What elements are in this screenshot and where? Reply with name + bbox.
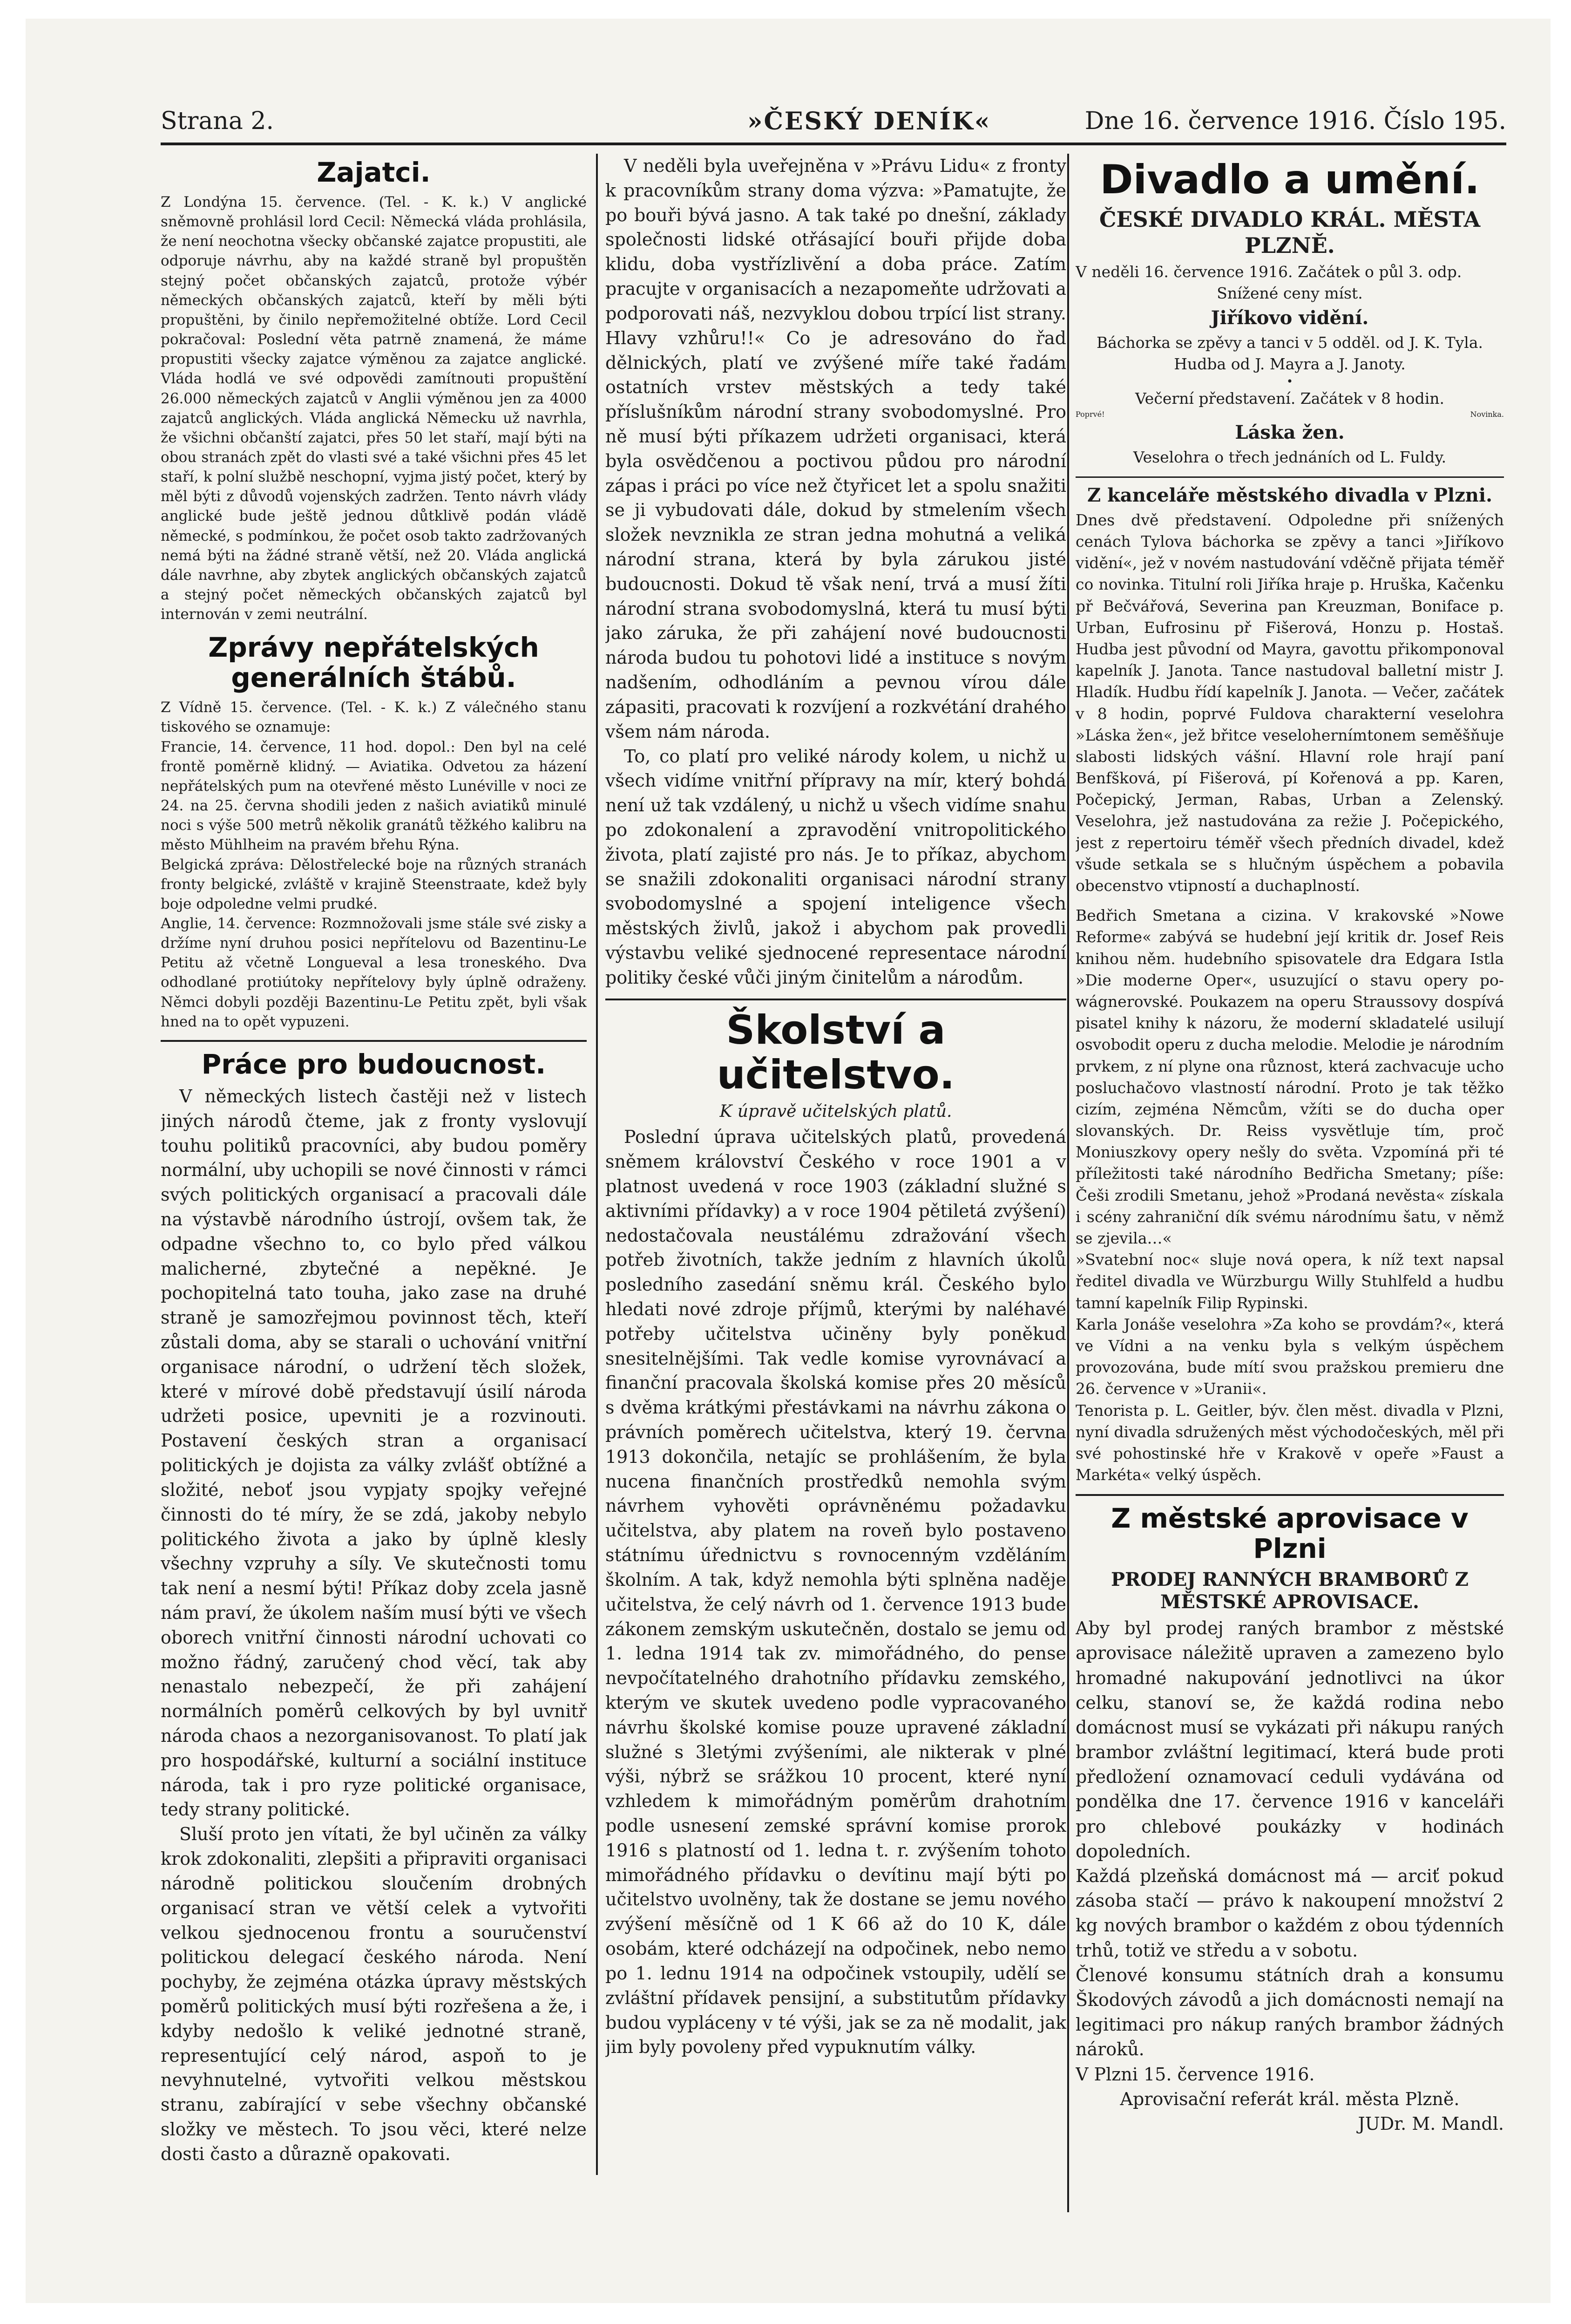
- article-notes: [1076, 905, 1504, 1486]
- date-issue: Dne 16. července 1916. Číslo 195.: [1084, 107, 1506, 135]
- article-title: Zajatci.: [317, 156, 431, 188]
- article-skolstvi: [605, 1008, 1066, 2060]
- column-rule: [596, 154, 598, 2175]
- article-body: Dnes dvě představení. Odpoledne při snížených cenách Tylova báchorka se zpěvy a tanci »Jiříkovo vidění«, jež v novém nastudování vděčně přijata téměř co novinka. Titulní roli Jiříka hraje p. Hruška, Kačenku př Bečvářová, Severina pan Kreuzman, Boniface p. Urban, Eufrosinu př Fišerová, Honzu p. Hostaš. Hudba jest původní od Mayra, gavottu přikomponoval kapelník J. Janota. Tance nastudoval balletní mistr J. Hladík. Hudbu řídí kapelník J. Janota. — Večer, začátek v 8 hodin, poprvé Fuldova charakterní veselohra »Láska žen«, jež břitce veselohernímtonem seměšňuje slabosti lidských vášní. Hlavní role hrají paní Benfšková, pí Fišerová, pí Kořenová a pp. Karen, Počepický, Jerman, Rabas, Urban a Zelenský. Veselohra, jež nastudována za režie J. Počepického, jest z repertoiru téměř všech předních divadel, kdež všude setkala se s hlučným úspěchem a pobavila obecenstvo vtipností a duchaplností.: [1076, 510, 1504, 895]
- page-number: Strana 2.: [161, 107, 274, 135]
- article-intro: Z Vídně 15. července. (Tel. - K. k.) Z válečného stanu tiskového se oznamuje:: [161, 699, 587, 736]
- article-subtitle: PRODEJ RANNÝCH BRAMBORŮ Z MĚSTSKÉ APROVISACE.: [1111, 1569, 1469, 1613]
- report-england: Anglie, 14. července: Rozmnožovali jsme stále své zisky a držíme nyní druhou posici nepřítelovu od Bazentinu-Le Petitu až včetně Longueval a lesa troneského. Dva odhodlané protiútoky nepřítelovy byly úplně odraženy. Němci dobyli později Bazentinu-Le Petitu zpět, byli však hned na to opět vypuzeni.: [161, 915, 587, 1030]
- program-line: Večerní představení. Začátek v 8 hodin.: [1135, 389, 1444, 408]
- note-geitler: Tenorista p. L. Geitler, býv. člen měst. divadla v Plzni, nyní divadla sdružených měst východočeských, měl při své pohostinské hře v Krakově v opeře »Faust a Markéta« velký úspěch.: [1076, 1401, 1504, 1484]
- article-body: Z Londýna 15. července. (Tel. - K. k.) V anglické sněmovně prohlásil lord Cecil: Německá vláda prohlásila, že není neochotna všecky občanské zajatce propustiti, ale odporuje návrhu, aby na každé straně byl propuštěn stejný počet občanských zajatců, protože výbér německých občanských zajatců, kteří by měli býti propuštěni, by činilo nepřemožitelné obtíže. Lord Cecil pokračoval: Poslední věta patrně znamená, že máme propustiti všecky zajatce výměnou za zajatce anglické. Vláda hodlá ve své odpovědi zamítnouti propuštění 26.000 německých zajatců v Anglii výměnou jen za 4000 zajatců anglických. Vláda anglická Německu už navrhla, že všichni občanští zajatci, přes 50 let staří, mají býti na obou stranách zpět do vlasti své a také všichni přes 45 let staří, k polní službě neschopní, vyjma jistý počet, který by měl býti z důvodů vojenských zadržen. Tento návrh vlády anglické bude ještě jednou důtklivě podán vládě německé, s podmínkou, že počet osob takto zadržovaných nemá býti na žádné straně větší, než 20. Vláda anglická dále navrhne, aby zbytek anglických občanských zajatců a stejný počet německých občanských zajatců byl internován v zemi neutrální.: [161, 193, 587, 623]
- page-header: [161, 107, 1506, 145]
- column-rule: [1067, 154, 1069, 2212]
- article-paragraph: Poslední úprava učitelských platů, provedená sněmem království Českého v roce 1901 a v platnost uvedená v roce 1903 (základní služné s aktivními přídavky) a v roce 1904 pětiletá zvýšení) nedostačovala neustálému zdražování všech potřeb životních, takže jedním z hlavních úkolů posledního zasedání sněmu král. Českého bylo hledati nové zdroje příjmů, kterými by naléhavé potřeby učitelstva učiněny byly poněkud snesitelnějšími. Tak vedle komise vyrovnávací a finanční pracovala školská komise přes 20 měsíců s dvěma krátkými přestávkami na návrhu zákona o právních poměrech učitelstva, který 19. června 1913 dokončila, netajíc se prohlášením, že byla nucena finančních prostředků nemohla svým návrhem vyhověti oprávněnému požadavku učitelstva, aby platem na roveň bylo postaveno státnímu úřednictvu s rovnocenným vzděláním školním. A tak, když nemohla býti splněna naděje učitelstva, že celý návrh od 1. července 1913 bude zákonem zemským uskutečněn, dostalo se jemu od 1. ledna 1914 tak zv. mimořádného, do pense nevpočítatelného drahotního přídavku zemského, kterým ve skutek uvedeno podle vypracovaného návrhu školské komise pouze upravené základní služné s 3letými zvýšeními, ale nikterak v plné výši, nýbrž se srážkou 10 procent, které nyní vzhledem k mimořádným poměrům drahotním podle usnesení zemské správní komise prorok 1916 s platností od 1. ledna t. r. zvýšením tohoto mimořádného přídavku o devítinu mají býti po učitelstvo uvolněny, tak že dostane se jemu nového zvýšení měsíčně od 1 K 66 až do 10 K, dále osobám, které odcházejí na odpočinek, nebo nemo po 1. lednu 1914 na odpočinek vstoupily, udělí se zvláštní přídavek pensijní, a substitutům přídavky budou vypláceny v té výši, jak se za ně modalit, jak jim byly povoleny před vypuknutím války.: [605, 1127, 1066, 2058]
- section-divider: [161, 1040, 587, 1042]
- header-rule: [161, 143, 1506, 145]
- program-row: [1076, 410, 1504, 419]
- section-title: Z městské aprovisace v Plzni: [1111, 1502, 1469, 1565]
- article-prace-continued: [605, 154, 1066, 990]
- column-1: [161, 154, 587, 2191]
- play-title: Jiříkovo vidění.: [1211, 307, 1369, 329]
- article-paragraph: To, co platí pro veliké národy kolem, u nichž u všech vidíme vnitřní přípravy na mír, který bohdá není už tak vzdálený, u nichž u všech vidíme snahu po zdokonalení a zpravodění vnitropolitického života, platí zajisté pro nás. Je to příkaz, abychom se snažili zdokonaliti organisaci národní strany svobodomyslné a spojení inteligence všech městských živlů, jakož i abychom pak provedli výstavbu veliké sjednocené representace národní politiky české vůči jiným činitelům a národům.: [605, 746, 1066, 988]
- play-title: Láska žen.: [1235, 421, 1345, 443]
- article-prace: [161, 1049, 587, 2167]
- program-note: Snížené ceny míst.: [1217, 284, 1363, 302]
- report-france: Francie, 14. července, 11 hod. dopol.: Den byl na celé frontě poměrně klidný. — Aviatika. Odvetou za házení nepřátelských pum na otevřené město Lunéville v noci ze 24. na 25. června shodili jeden z našich aviatiků minulé noci s výše 500 metrů několik granátů těžkého kalibru na město Mühlheim na pravém břehu Rýna.: [161, 738, 587, 854]
- section-divider: [605, 999, 1066, 1000]
- article-title: Zprávy nepřátelských generálních štábů.: [208, 632, 539, 694]
- section-title: Školství a učitelstvo.: [717, 1006, 955, 1098]
- article-paragraph: Sluší proto jen vítati, že byl učiněn za války krok zdokonaliti, zlepšiti a připraviti organisaci národně politickou sloučením drobných organisací stran ve větší celek a vytvořiti velkou sjednocenou frontu a souručenství politickou delegací českého národa. Není pochyby, že zejména otázka úpravy městských poměrů politických musí býti rozřešena a že, i kdyby nedošlo k veliké jednotné straně, representující celý národ, aspoň to je nevyhnutelné, vytvořiti velkou městskou stranu, zabírající v sebe všechny občanské složky ve městech. To jsou věci, které nelze dosti často a důrazně opakovati.: [161, 1824, 587, 2164]
- section-title: Divadlo a umění.: [1100, 156, 1480, 203]
- article-paragraph: Členové konsumu státních drah a konsumu Škodových závodů a jich domácnosti nemají na legitimaci pro nákup raných brambor žádných nároků.: [1076, 1964, 1504, 2060]
- section-divider: [1076, 476, 1504, 478]
- newspaper-title: »ČESKÝ DENÍK«: [747, 107, 991, 136]
- signature: JUDr. M. Mandl.: [1358, 2113, 1504, 2134]
- article-kancelar: [1076, 484, 1504, 897]
- program-line: V neděli 16. července 1916. Začátek o půl 3. odp.: [1076, 262, 1462, 281]
- article-aprovisace: [1076, 1503, 1504, 2136]
- novelty-label: Novinka.: [1470, 409, 1504, 419]
- article-paragraph: V neděli byla uveřejněna v »Právu Lidu« z fronty k pracovníkům strany doma výzva: »Pamatujte, že po bouři bývá jasno. A tak také po dnešní, základy společnosti lidské otřásající bouři přijde doba klidu, doba vystřízlivění a doba práce. Zatím pracujte v organisacích a nezapomeňte udržovati a podporovati náš, nezvyklou dobou trpící list strany. Hlavy vzhůru!!« Co je adresováno do řad dělnických, platí ve zvýšené míře také řadám ostatních vrstev městských a tedy také příslušníkům národní strany svobodomyslné. Pro ně musí býti příkazem udržeti organisaci, která byla osvědčenou a poctivou půdou pro národní zápas i práci po více než čtyřicet let a spolu snažiti se ji vybudovati dále, dokud by stmelením všech složek nevznikla ze stran jedna mohutná a veliká národní strana, která by byla zárukou jisté budoucnosti. Dokud tě však není, trvá a musí žíti národní strana svobodomyslná, která tu musí býti jako záruka, že při zahájení nové budoucnosti národa budou tu pohotovi lidé a instituce s novým nadšením, odhodláním a pevnou vírou dále zápasiti, pracovati k rozvíjení a rozkvétání drahého všem nám národa.: [605, 156, 1066, 742]
- note-jonas: Karla Jonáše veselohra »Za koho se provdám?«, která ve Vídni a na venku byla s velkým úspěchem provozována, bude mítí svou pražskou premieru dne 26. července v »Uranii«.: [1076, 1315, 1504, 1398]
- note-smetana: Bedřich Smetana a cizina. V krakovské »Nowe Reforme« zabývá se hudební její kritik dr. Josef Reis knihou něm. hudebního spisovatele dra Edgara Istla »Die moderne Oper«, usuzující o stavu opery po-wágnerovské. Poukazem na operu Straussovy dospívá pisatel knihy k názoru, že moderní skladatelé usilují osvobodit operu z ducha melodie. Melodie je národním prvkem, z ní plyne ona různost, která zachvacuje ucho posluchačovo vlastností národní. Proto je tak těžko cizím, zejména Němcům, vžíti se do ducha oper slovanských. Dr. Reiss vysvětluje tím, proč Moniuszkovy opery nešly do světa. Vzpomíná při té příležitosti také národního Bedřicha Smetany; píše: Češi zrodili Smetanu, jehož »Prodaná nevěsta« získala i scény zahraniční dík svému národnímu šatu, v němž se zjevila…«: [1076, 906, 1504, 1247]
- premiere-label: Poprvé!: [1076, 409, 1105, 419]
- theatre-name: ČESKÉ DIVADLO KRÁL. MĚSTA PLZNĚ.: [1099, 207, 1481, 258]
- article-paragraph: Aby byl prodej raných brambor z městské aprovisace náležitě upraven a zamezeno bylo hromadné nakupování jednotlivci na úkor celku, stanoví se, že každá rodina nebo domácnost musí se vykázati při nákupu raných brambor zvláštní legitimací, která bude proti předložení oznamovací ceduli vydávána od pondělka dne 17. července 1916 v kanceláři pro chlebové poukázky v hodinách dopoledních.: [1076, 1618, 1504, 1862]
- article-title: Práce pro budoucnost.: [201, 1048, 546, 1080]
- article-title: Z kanceláře městského divadla v Plzni.: [1087, 484, 1493, 506]
- column-3: [1076, 154, 1504, 2212]
- place-date: V Plzni 15. července 1916.: [1076, 2064, 1315, 2085]
- section-divider: [1076, 1494, 1504, 1496]
- play-description: Báchorka se zpěvy a tanci v 5 odděl. od J. K. Tyla. Hudba od J. Mayra a J. Janoty.: [1096, 333, 1483, 374]
- report-belgium: Belgická zpráva: Dělostřelecké boje na různých stranách fronty belgické, zvláště v krajině Steenstraate, kdež byly boje odpoledne velmi prudké.: [161, 856, 587, 912]
- article-paragraph: V německých listech častěji než v listech jiných národů čteme, jak z fronty vyslovují touhu politiků pracovníci, aby budou poměry normální, uby uchopili se nové činnosti v rámci svých politických organisací a pracovali dále na výstavbě národního ústrojí, ovšem tak, že odpadne všechno to, co bylo před válkou malicherné, zbytečné a nepěkné. Je pochopitelná tato touha, jako zase na druhé straně je samozřejmou povinnost těch, kteří zůstali doma, aby se starali o uchování vnitřní organisace národní, o udržení těch složek, které v mírové době představují úsilí národa udržeti posice, upevniti je a rozvinouti. Postavení českých stran a organisací politických je dojista za války zvlášť obtížné a složité, neboť jsou vypjaty spojky veřejné činnosti do té míry, že se zdá, jakoby nebylo politického života a jako by úplně klesly všechny vzpruhy a síly. Ve skutečnosti tomu tak není a nesmí býti! Příkaz doby zcela jasně nám praví, že úkolem naším musí býti ve všech oborech vnitřní činnosti národní uchovati co možno řádný, zaručený chod věcí, tak aby nenastalo nebezpečí, že při zahájení normálních poměrů celkových by byl uvnitř národa chaos a nezorganisovanost. To platí jak pro hospodářské, kulturní a sociální instituce národa, tak i pro ryze politické organisace, tedy strany politické.: [161, 1086, 587, 1820]
- theatre-program: [1076, 157, 1504, 468]
- article-paragraph: Každá plzeňská domácnost má — arciť pokud zásoba stačí — právo k nakoupení množství 2 kg nových brambor o každém z obou týdenních trhů, totiž ve středu a v sobotu.: [1076, 1866, 1504, 1961]
- play-description: Veselohra o třech jednáních od L. Fuldy.: [1133, 448, 1447, 466]
- article-zajatci: [161, 157, 587, 624]
- article-zpravy: [161, 632, 587, 1032]
- article-subtitle: K úpravě učitelských platů.: [719, 1102, 952, 1121]
- note-svatebni-noc: »Svatební noc« sluje nová opera, k níž text napsal ředitel divadla ve Würzburgu Willy Stuhlfeld a hudbu tamní kapelník Filip Rypinski.: [1076, 1250, 1504, 1312]
- issuing-office: Aprovisační referát král. města Plzně.: [1120, 2088, 1460, 2109]
- separator-dot: •: [1286, 375, 1293, 388]
- column-2: [605, 154, 1066, 2170]
